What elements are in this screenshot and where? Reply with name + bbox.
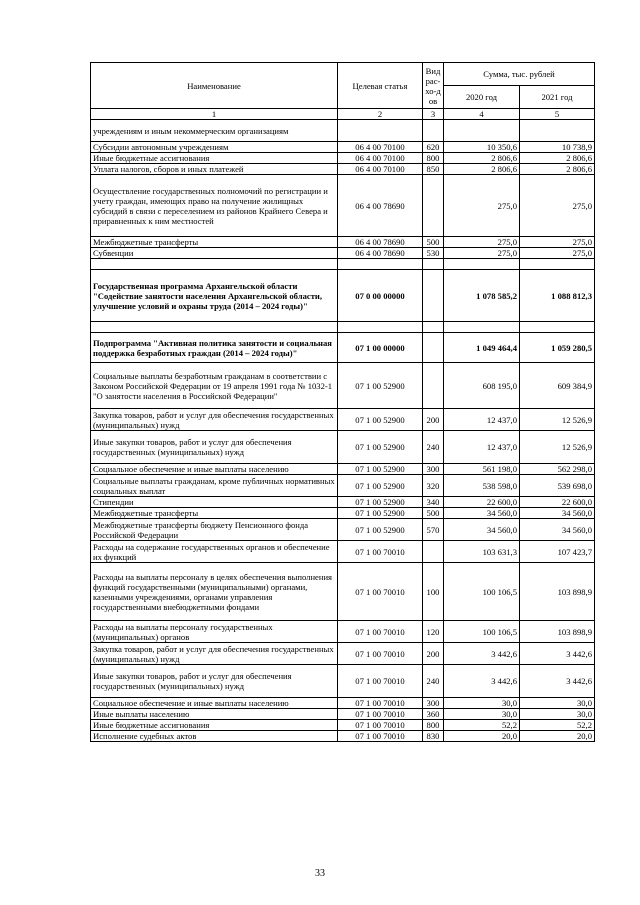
- table-row: [91, 333, 595, 363]
- row-name: Закупка товаров, работ и услуг для обеспечения государственных (муниципальных) нужд: [91, 409, 338, 431]
- table-row: [91, 709, 595, 720]
- empty-cell: [91, 322, 338, 333]
- row-expense-type: [423, 333, 444, 363]
- row-sum-2020: 2 806,6: [444, 164, 520, 175]
- table-row: [91, 409, 595, 431]
- row-name: Субвенции: [91, 248, 338, 259]
- table-row: [91, 519, 595, 541]
- row-name: Социальные выплаты безработным гражданам в соответствии с Законом Российской Федерации от 19 апреля 1991 года № 1032-1 "О занятости населения в Российской Федерации": [91, 363, 338, 409]
- row-expense-type: [423, 175, 444, 237]
- row-target-article: 06 4 00 78690: [338, 248, 423, 259]
- table-row: [91, 541, 595, 563]
- row-expense-type: 500: [423, 508, 444, 519]
- row-name: Иные закупки товаров, работ и услуг для обеспечения государственных (муниципальных) нужд: [91, 431, 338, 464]
- row-sum-2020: 3 442,6: [444, 643, 520, 665]
- table-row: [91, 153, 595, 164]
- row-name: Иные выплаты населению: [91, 709, 338, 720]
- row-expense-type: [423, 541, 444, 563]
- header-year-2020: 2020 год: [444, 86, 520, 109]
- row-sum-2021: [520, 120, 595, 142]
- header-sum: Сумма, тыс. рублей: [444, 63, 595, 86]
- row-target-article: 07 0 00 00000: [338, 270, 423, 322]
- row-expense-type: 620: [423, 142, 444, 153]
- row-sum-2021: 20,0: [520, 731, 595, 742]
- row-sum-2020: 30,0: [444, 709, 520, 720]
- row-name: Осуществление государственных полномочий по регистрации и учету граждан, имеющих право на получение жилищных субсидий в связи с переселением из районов Крайнего Севера и приравненных к ним местностей: [91, 175, 338, 237]
- column-number: 1: [91, 109, 338, 120]
- table-row: [91, 237, 595, 248]
- row-name: Стипендии: [91, 497, 338, 508]
- row-name: Иные бюджетные ассигнования: [91, 153, 338, 164]
- row-sum-2020: 100 106,5: [444, 563, 520, 621]
- row-name: Исполнение судебных актов: [91, 731, 338, 742]
- table-row: [91, 464, 595, 475]
- row-expense-type: 120: [423, 621, 444, 643]
- row-expense-type: [423, 120, 444, 142]
- row-expense-type: [423, 270, 444, 322]
- row-sum-2021: 1 088 812,3: [520, 270, 595, 322]
- row-sum-2020: 1 078 585,2: [444, 270, 520, 322]
- empty-cell: [338, 322, 423, 333]
- row-expense-type: 360: [423, 709, 444, 720]
- row-sum-2021: 539 698,0: [520, 475, 595, 497]
- table-row: [91, 508, 595, 519]
- row-sum-2021: 2 806,6: [520, 153, 595, 164]
- row-expense-type: 320: [423, 475, 444, 497]
- row-sum-2020: [444, 120, 520, 142]
- row-target-article: 07 1 00 52900: [338, 431, 423, 464]
- row-sum-2021: 34 560,0: [520, 519, 595, 541]
- row-name: Иные бюджетные ассигнования: [91, 720, 338, 731]
- row-sum-2021: 275,0: [520, 248, 595, 259]
- row-sum-2020: 12 437,0: [444, 409, 520, 431]
- row-target-article: 07 1 00 70010: [338, 698, 423, 709]
- empty-cell: [444, 322, 520, 333]
- row-expense-type: 300: [423, 464, 444, 475]
- table-row: [91, 731, 595, 742]
- row-sum-2021: 22 600,0: [520, 497, 595, 508]
- table-row: [91, 563, 595, 621]
- row-name: Межбюджетные трансферты бюджету Пенсионного фонда Российской Федерации: [91, 519, 338, 541]
- row-target-article: 07 1 00 52900: [338, 409, 423, 431]
- column-number: 4: [444, 109, 520, 120]
- row-sum-2021: 30,0: [520, 698, 595, 709]
- row-sum-2020: 3 442,6: [444, 665, 520, 698]
- row-target-article: 06 4 00 70100: [338, 142, 423, 153]
- row-target-article: 07 1 00 52900: [338, 475, 423, 497]
- row-target-article: 07 1 00 70010: [338, 665, 423, 698]
- row-sum-2020: 608 195,0: [444, 363, 520, 409]
- table-row: [91, 120, 595, 142]
- table-row: [91, 621, 595, 643]
- page-number: 33: [315, 868, 325, 879]
- row-name: Расходы на выплаты персоналу в целях обеспечения выполнения функций государственными (муниципальными) органами, казенными учреждениями, органами управления государственными внебюджетными фондами: [91, 563, 338, 621]
- row-sum-2021: 107 423,7: [520, 541, 595, 563]
- row-expense-type: [423, 363, 444, 409]
- row-target-article: 07 1 00 70010: [338, 541, 423, 563]
- row-sum-2020: 52,2: [444, 720, 520, 731]
- row-name: Субсидии автономным учреждениям: [91, 142, 338, 153]
- table-row: [91, 497, 595, 508]
- spacer-row: [91, 259, 595, 270]
- row-expense-type: 240: [423, 665, 444, 698]
- row-target-article: 07 1 00 70010: [338, 643, 423, 665]
- row-expense-type: 530: [423, 248, 444, 259]
- row-sum-2020: 100 106,5: [444, 621, 520, 643]
- row-sum-2021: 3 442,6: [520, 643, 595, 665]
- table-body: [91, 120, 595, 742]
- column-number: 2: [338, 109, 423, 120]
- row-sum-2020: 275,0: [444, 237, 520, 248]
- row-target-article: 07 1 00 70010: [338, 621, 423, 643]
- row-expense-type: 240: [423, 431, 444, 464]
- header-expense-type: Вид рас-хо-дов: [423, 63, 444, 109]
- row-target-article: 07 1 00 52900: [338, 497, 423, 508]
- row-expense-type: 300: [423, 698, 444, 709]
- empty-cell: [520, 259, 595, 270]
- empty-cell: [91, 259, 338, 270]
- row-target-article: 06 4 00 78690: [338, 237, 423, 248]
- table-row: [91, 175, 595, 237]
- row-name: Закупка товаров, работ и услуг для обеспечения государственных (муниципальных) нужд: [91, 643, 338, 665]
- row-sum-2021: 562 298,0: [520, 464, 595, 475]
- row-sum-2020: 1 049 464,4: [444, 333, 520, 363]
- table-row: [91, 665, 595, 698]
- row-sum-2021: 10 738,9: [520, 142, 595, 153]
- row-target-article: 07 1 00 70010: [338, 731, 423, 742]
- row-sum-2021: 2 806,6: [520, 164, 595, 175]
- row-sum-2021: 103 898,9: [520, 621, 595, 643]
- empty-cell: [338, 259, 423, 270]
- row-name: Иные закупки товаров, работ и услуг для обеспечения государственных (муниципальных) нужд: [91, 665, 338, 698]
- header-year-2021: 2021 год: [520, 86, 595, 109]
- row-sum-2020: 34 560,0: [444, 519, 520, 541]
- empty-cell: [423, 259, 444, 270]
- table-row: [91, 270, 595, 322]
- row-expense-type: 200: [423, 643, 444, 665]
- row-sum-2021: 275,0: [520, 175, 595, 237]
- row-target-article: 06 4 00 78690: [338, 175, 423, 237]
- table-row: [91, 164, 595, 175]
- table-row: [91, 431, 595, 464]
- row-target-article: 06 4 00 70100: [338, 153, 423, 164]
- row-expense-type: 570: [423, 519, 444, 541]
- row-sum-2020: 103 631,3: [444, 541, 520, 563]
- column-number: 3: [423, 109, 444, 120]
- table-row: [91, 698, 595, 709]
- row-expense-type: 800: [423, 153, 444, 164]
- table-header: [91, 63, 595, 120]
- table-row: [91, 475, 595, 497]
- row-sum-2020: 34 560,0: [444, 508, 520, 519]
- row-target-article: 07 1 00 70010: [338, 720, 423, 731]
- row-expense-type: 200: [423, 409, 444, 431]
- row-name: Расходы на содержание государственных органов и обеспечение их функций: [91, 541, 338, 563]
- row-sum-2020: 538 598,0: [444, 475, 520, 497]
- row-name: Социальное обеспечение и иные выплаты населению: [91, 698, 338, 709]
- row-sum-2021: 103 898,9: [520, 563, 595, 621]
- row-expense-type: 500: [423, 237, 444, 248]
- row-sum-2021: 30,0: [520, 709, 595, 720]
- row-target-article: 07 1 00 52900: [338, 519, 423, 541]
- row-sum-2020: 12 437,0: [444, 431, 520, 464]
- table-row: [91, 720, 595, 731]
- row-sum-2020: 20,0: [444, 731, 520, 742]
- row-name: Межбюджетные трансферты: [91, 237, 338, 248]
- header-name: Наименование: [91, 63, 338, 109]
- row-target-article: 06 4 00 70100: [338, 164, 423, 175]
- row-target-article: [338, 120, 423, 142]
- row-sum-2020: 275,0: [444, 175, 520, 237]
- row-sum-2020: 10 350,6: [444, 142, 520, 153]
- column-number-row: [91, 109, 595, 120]
- row-expense-type: 100: [423, 563, 444, 621]
- header-target-article: Целевая статья: [338, 63, 423, 109]
- row-name: Уплата налогов, сборов и иных платежей: [91, 164, 338, 175]
- row-name: Социальное обеспечение и иные выплаты населению: [91, 464, 338, 475]
- row-expense-type: 830: [423, 731, 444, 742]
- row-expense-type: 800: [423, 720, 444, 731]
- row-target-article: 07 1 00 52900: [338, 508, 423, 519]
- row-sum-2021: 52,2: [520, 720, 595, 731]
- row-target-article: 07 1 00 00000: [338, 333, 423, 363]
- empty-cell: [444, 259, 520, 270]
- spacer-row: [91, 322, 595, 333]
- table-row: [91, 142, 595, 153]
- row-sum-2021: 609 384,9: [520, 363, 595, 409]
- row-name: Социальные выплаты гражданам, кроме публичных нормативных социальных выплат: [91, 475, 338, 497]
- row-sum-2021: 12 526,9: [520, 409, 595, 431]
- row-sum-2020: 561 198,0: [444, 464, 520, 475]
- row-name: учреждениям и иным некоммерческим организациям: [91, 120, 338, 142]
- row-sum-2021: 34 560,0: [520, 508, 595, 519]
- row-expense-type: 340: [423, 497, 444, 508]
- budget-table: [90, 62, 595, 742]
- row-sum-2020: 22 600,0: [444, 497, 520, 508]
- row-target-article: 07 1 00 52900: [338, 363, 423, 409]
- row-target-article: 07 1 00 70010: [338, 709, 423, 720]
- row-sum-2021: 3 442,6: [520, 665, 595, 698]
- row-sum-2021: 275,0: [520, 237, 595, 248]
- table-row: [91, 363, 595, 409]
- row-sum-2021: 12 526,9: [520, 431, 595, 464]
- row-sum-2020: 30,0: [444, 698, 520, 709]
- table-row: [91, 643, 595, 665]
- row-name: Подпрограмма "Активная политика занятости и социальная поддержка безработных граждан (2014 – 2024 годы)": [91, 333, 338, 363]
- row-expense-type: 850: [423, 164, 444, 175]
- table-row: [91, 248, 595, 259]
- empty-cell: [520, 322, 595, 333]
- row-target-article: 07 1 00 70010: [338, 563, 423, 621]
- row-name: Межбюджетные трансферты: [91, 508, 338, 519]
- column-number: 5: [520, 109, 595, 120]
- empty-cell: [423, 322, 444, 333]
- row-target-article: 07 1 00 52900: [338, 464, 423, 475]
- row-sum-2020: 275,0: [444, 248, 520, 259]
- row-sum-2020: 2 806,6: [444, 153, 520, 164]
- row-sum-2021: 1 059 280,5: [520, 333, 595, 363]
- row-name: Расходы на выплаты персоналу государственных (муниципальных) органов: [91, 621, 338, 643]
- row-name: Государственная программа Архангельской области "Содействие занятости населения Архангельской области, улучшение условий и охраны труда (2014 – 2024 годы)": [91, 270, 338, 322]
